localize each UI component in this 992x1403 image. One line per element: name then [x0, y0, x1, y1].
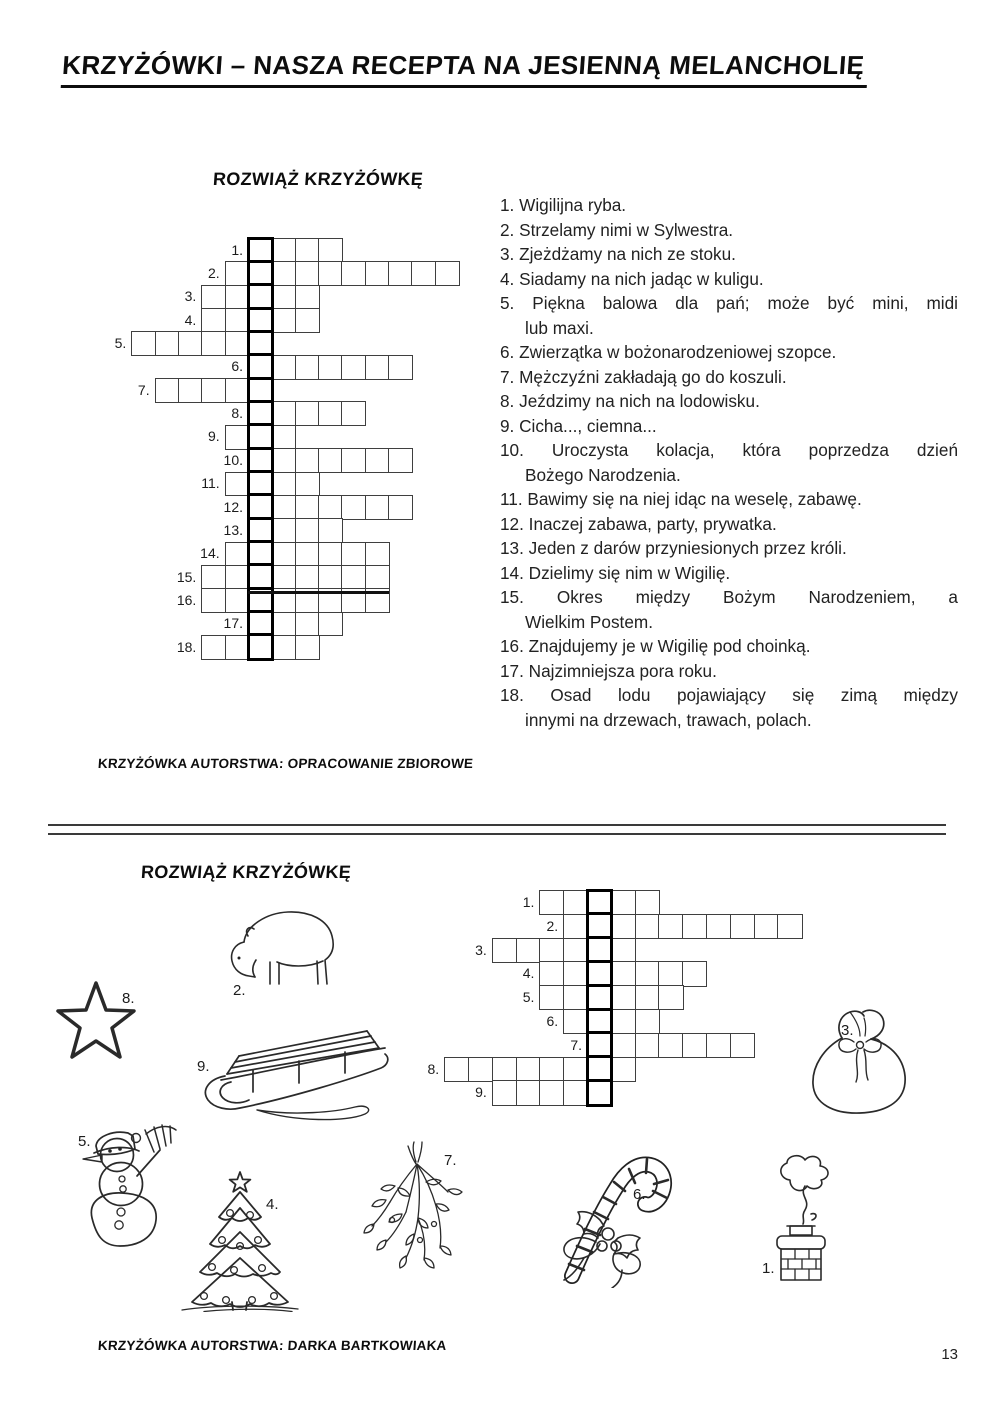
clue: 6. Zwierzątka w bożonarodzeniowej szopce.	[500, 342, 837, 362]
grid-cell[interactable]	[341, 401, 366, 426]
clue: 11. Bawimy się na niej idąc na weselę, zabawę.	[500, 489, 862, 509]
grid-cell[interactable]	[492, 938, 517, 963]
grid-cell[interactable]	[295, 308, 320, 333]
sled-icon	[195, 1016, 395, 1124]
grid-row-label: 8.	[231, 405, 243, 422]
grid-cell[interactable]	[318, 588, 343, 613]
figure-label: 5.	[78, 1133, 91, 1150]
grid-cell[interactable]	[295, 355, 320, 380]
grid-cell[interactable]	[178, 331, 203, 356]
clue: 17. Najzimniejsza pora roku.	[500, 660, 717, 681]
clue-continuation: Bożego Narodzenia.	[525, 464, 681, 485]
figure-mistletoe	[362, 1140, 474, 1282]
grid-cell[interactable]	[271, 285, 296, 310]
grid-cell[interactable]	[271, 518, 296, 543]
section1-attribution	[97, 756, 473, 771]
clue: 1. Wigilijna ryba.	[500, 195, 627, 215]
grid-cell[interactable]	[201, 565, 226, 590]
grid-cell[interactable]	[295, 261, 320, 286]
clue: 4. Siadamy na nich jadąc w kuligu.	[500, 268, 764, 289]
clue: 10. Uroczysta kolacja, która poprzedza dzień	[500, 440, 958, 460]
grid-cell[interactable]	[365, 261, 390, 286]
grid-row-label: 6.	[231, 358, 243, 375]
grid-cell[interactable]	[611, 1033, 636, 1058]
grid-row-label: 6.	[546, 1012, 559, 1029]
grid-cell[interactable]	[492, 1080, 517, 1105]
attribution-value: DARKA BARTKOWIAKA	[287, 1338, 448, 1353]
grid-cell[interactable]	[271, 472, 296, 497]
grid-cell[interactable]	[341, 261, 366, 286]
grid-cell[interactable]	[682, 961, 707, 986]
grid-cell[interactable]	[341, 565, 366, 590]
candy-cane-icon	[544, 1146, 682, 1288]
grid-cell[interactable]	[388, 355, 413, 380]
clue: 16. Znajdujemy je w Wigilię pod choinką.	[500, 636, 811, 656]
bear-icon	[222, 898, 350, 994]
clue: 5. Piękna balowa dla pań; może być mini, midi	[500, 293, 958, 313]
grid-cell[interactable]	[318, 542, 343, 567]
grid-cell[interactable]	[635, 914, 660, 939]
grid-cell[interactable]	[516, 1057, 541, 1082]
grid-cell[interactable]	[539, 890, 564, 915]
grid-cell[interactable]	[271, 425, 296, 450]
grid-cell[interactable]	[365, 495, 390, 520]
grid-row-label: 11.	[201, 475, 220, 492]
grid-cell[interactable]	[341, 495, 366, 520]
grid-cell[interactable]	[131, 331, 156, 356]
grid-cell[interactable]	[388, 261, 413, 286]
section2-heading: ROZWIĄŻ KRZYŻÓWKĘ	[140, 862, 352, 882]
figure-label: 1.	[762, 1260, 775, 1277]
grid-cell[interactable]	[271, 542, 296, 567]
grid-cell[interactable]	[271, 238, 296, 263]
grid-cell[interactable]	[271, 612, 296, 637]
grid-cell[interactable]	[271, 401, 296, 426]
grid-row-label: 9.	[207, 428, 220, 445]
grid-cell[interactable]	[295, 448, 320, 473]
section1-heading: ROZWIĄŻ KRZYŻÓWKĘ	[212, 169, 424, 189]
grid-cell[interactable]	[341, 588, 366, 613]
attribution-label: KRZYŻÓWKA AUTORSTWA:	[97, 1338, 285, 1353]
clue-continuation: lub maxi.	[525, 317, 594, 338]
grid-cell[interactable]	[201, 308, 226, 333]
figure-label: 4.	[266, 1196, 279, 1213]
grid-row-label: 10.	[223, 451, 243, 468]
clue: 8. Jeździmy na nich na lodowisku.	[500, 391, 760, 411]
sack-icon	[806, 1006, 916, 1118]
grid-row-label: 9.	[475, 1084, 487, 1101]
grid-cell[interactable]	[271, 635, 296, 660]
grid-cell[interactable]	[706, 1033, 731, 1058]
clue-continuation: innymi na drzewach, trawach, polach.	[525, 709, 812, 730]
figure-chimney	[754, 1150, 840, 1284]
grid-cell[interactable]	[365, 448, 390, 473]
grid-cell[interactable]	[201, 588, 226, 613]
grid-cell[interactable]	[271, 448, 296, 473]
grid-row-label: 3.	[475, 941, 487, 958]
grid-cell[interactable]	[468, 1057, 493, 1082]
grid-cell[interactable]	[611, 914, 636, 939]
figure-snowman	[70, 1122, 182, 1252]
clue: 2. Strzelamy nimi w Sylwestra.	[500, 219, 734, 240]
figure-label: 7.	[444, 1152, 457, 1169]
grid-cell[interactable]	[444, 1057, 469, 1082]
grid-row-label: 16.	[176, 591, 197, 608]
grid-row-label: 2.	[207, 265, 220, 282]
clue-continuation: Wielkim Postem.	[525, 611, 653, 632]
grid-cell[interactable]	[341, 448, 366, 473]
clue: 3. Zjeżdżamy na nich ze stoku.	[500, 244, 736, 264]
grid-row-label: 8.	[427, 1060, 440, 1077]
grid-cell[interactable]	[539, 938, 564, 963]
grid-cell[interactable]	[201, 331, 226, 356]
grid-cell[interactable]	[178, 378, 203, 403]
grid-row-label: 12.	[223, 498, 243, 515]
grid-cell[interactable]	[516, 1080, 541, 1105]
clues-list	[500, 193, 958, 732]
grid-cell[interactable]	[365, 565, 390, 590]
grid-cell[interactable]	[295, 285, 320, 310]
grid-cell[interactable]	[318, 448, 343, 473]
grid-row-label: 14.	[200, 545, 220, 562]
section2-attribution	[97, 1338, 447, 1353]
christmas-tree-icon	[174, 1170, 306, 1312]
figure-sled	[195, 1016, 395, 1124]
grid-cell[interactable]	[411, 261, 436, 286]
grid-cell[interactable]	[271, 308, 296, 333]
figure-label: 2.	[233, 982, 246, 999]
grid-cell[interactable]	[611, 938, 636, 963]
section-divider-line	[48, 833, 946, 835]
grid-cell[interactable]	[318, 495, 343, 520]
grid-cell[interactable]	[295, 635, 320, 660]
grid-cell[interactable]	[611, 1009, 636, 1034]
grid-cell[interactable]	[295, 238, 320, 263]
grid-cell[interactable]	[635, 1033, 660, 1058]
grid-row-label: 17.	[223, 615, 243, 632]
grid-cell[interactable]	[682, 914, 707, 939]
grid-cell[interactable]	[658, 914, 683, 939]
grid-cell[interactable]	[295, 542, 320, 567]
grid-cell[interactable]	[539, 1080, 564, 1105]
grid-cell[interactable]	[539, 1057, 564, 1082]
grid-row-label: 5.	[114, 335, 127, 352]
page-title: KRZYŻÓWKI – NASZA RECEPTA NA JESIENNĄ MELANCHOLIĘ	[61, 50, 870, 88]
grid-row-label: 18.	[176, 638, 197, 655]
grid-cell[interactable]	[388, 495, 413, 520]
grid-cell[interactable]	[492, 1057, 517, 1082]
grid-row-label: 7.	[137, 381, 150, 398]
grid-cell[interactable]	[611, 985, 636, 1010]
grid-cell[interactable]	[682, 1033, 707, 1058]
grid-cell[interactable]	[635, 985, 660, 1010]
grid-cell[interactable]	[658, 985, 683, 1010]
grid-cell[interactable]	[318, 261, 343, 286]
grid-cell[interactable]	[318, 401, 343, 426]
grid-row-label: 7.	[570, 1036, 582, 1053]
grid-cell[interactable]	[611, 961, 636, 986]
figure-label: 9.	[197, 1058, 210, 1075]
figure-candy-cane	[544, 1146, 682, 1288]
grid-cell[interactable]	[318, 238, 343, 263]
mistletoe-icon	[362, 1140, 474, 1282]
grid-cell[interactable]	[658, 961, 683, 986]
figure-tree	[174, 1170, 306, 1312]
figure-label: 8.	[122, 990, 135, 1007]
grid-cell[interactable]	[271, 565, 296, 590]
grid-cell[interactable]	[611, 1057, 636, 1082]
grid-cell[interactable]	[388, 448, 413, 473]
clue: 15. Okres między Bożym Narodzeniem, a	[500, 587, 958, 607]
grid-cell[interactable]	[341, 355, 366, 380]
figure-bear	[222, 898, 350, 998]
grid-row-label: 2.	[546, 917, 559, 934]
section-divider-line	[48, 824, 946, 826]
grid-cell[interactable]	[706, 914, 731, 939]
grid-cell[interactable]	[271, 588, 296, 613]
grid-cell[interactable]	[754, 914, 779, 939]
grid-cell[interactable]	[295, 495, 320, 520]
grid-cell[interactable]	[201, 285, 226, 310]
grid-cell[interactable]	[201, 378, 226, 403]
grid-cell[interactable]	[318, 355, 343, 380]
grid-cell[interactable]	[777, 914, 802, 939]
grid-cell[interactable]	[295, 588, 320, 613]
grid-cell[interactable]	[271, 261, 296, 286]
grid-row-label: 4.	[522, 965, 535, 982]
grid-cell[interactable]	[271, 495, 296, 520]
grid-cell[interactable]	[539, 985, 564, 1010]
clue: 13. Jeden z darów przyniesionych przez króli.	[500, 538, 847, 558]
grid-cell[interactable]	[318, 565, 343, 590]
grid-cell[interactable]	[539, 961, 564, 986]
grid-cell[interactable]	[155, 378, 180, 403]
grid-cell[interactable]	[201, 635, 226, 660]
grid-row-label: 4.	[184, 311, 197, 328]
figure-label: 6.	[633, 1186, 646, 1203]
grid-row-label: 1.	[231, 241, 243, 258]
grid-cell[interactable]	[318, 518, 343, 543]
grid-cell[interactable]	[318, 612, 343, 637]
grid-cell[interactable]	[658, 1033, 683, 1058]
grid-cell[interactable]	[341, 542, 366, 567]
grid-cell[interactable]	[611, 890, 636, 915]
clue: 14. Dzielimy się nim w Wigilię.	[500, 562, 731, 583]
solution-cell[interactable]	[586, 1079, 614, 1107]
grid-cell[interactable]	[635, 1009, 660, 1034]
grid-row-label: 13.	[223, 521, 243, 538]
figure-star	[56, 980, 144, 1062]
grid-cell[interactable]	[730, 914, 755, 939]
grid-cell[interactable]	[295, 518, 320, 543]
grid-cell[interactable]	[155, 331, 180, 356]
clue: 7. Mężczyźni zakładają go do koszuli.	[500, 366, 787, 387]
clue: 12. Inaczej zabawa, party, prywatka.	[500, 513, 777, 534]
grid-cell[interactable]	[635, 890, 660, 915]
clue: 9. Cicha..., ciemna...	[500, 415, 657, 436]
figure-label: 3.	[841, 1022, 854, 1039]
clue: 18. Osad lodu pojawiający się zimą między	[500, 685, 958, 705]
grid-cell[interactable]	[271, 355, 296, 380]
attribution-label: KRZYŻÓWKA AUTORSTWA:	[97, 756, 285, 771]
solution-cell[interactable]	[247, 633, 274, 660]
grid-cell[interactable]	[295, 401, 320, 426]
grid-row-label: 15.	[176, 568, 197, 585]
attribution-value: OPRACOWANIE ZBIOROWE	[287, 756, 474, 771]
grid-row-label: 5.	[522, 989, 535, 1006]
grid-cell[interactable]	[635, 961, 660, 986]
grid-cell[interactable]	[365, 542, 390, 567]
grid-cell[interactable]	[295, 612, 320, 637]
figure-sack	[806, 1006, 916, 1118]
grid-cell[interactable]	[365, 588, 390, 613]
grid-cell[interactable]	[435, 261, 460, 286]
grid-row-label: 1.	[522, 893, 535, 910]
page-number: 13	[941, 1346, 958, 1363]
grid-cell[interactable]	[295, 472, 320, 497]
grid-cell[interactable]	[295, 565, 320, 590]
grid-cell[interactable]	[730, 1033, 755, 1058]
grid-cell[interactable]	[365, 355, 390, 380]
grid-row-label: 3.	[184, 288, 197, 305]
grid-cell[interactable]	[516, 938, 541, 963]
